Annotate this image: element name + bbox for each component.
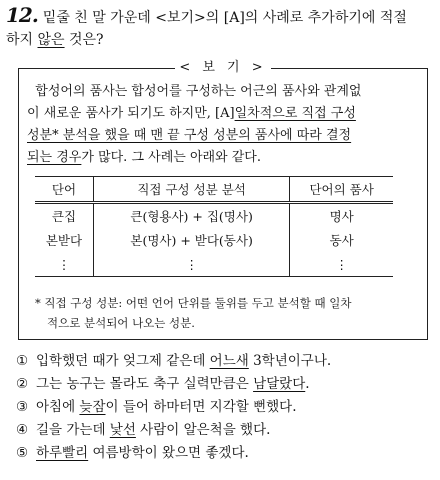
option-number: ② [16,376,29,392]
option-number: ④ [16,422,29,438]
table-row [35,228,393,252]
example-table [35,176,393,277]
bogi-underline-b: 성분* 분석을 했을 때 맨 끝 구성 성분의 품사에 따라 결정 [27,128,352,143]
table-cell: ⋮ [35,252,93,277]
question-number: 12. [6,3,38,27]
option-target-word: 남달랐다 [253,376,306,392]
option-target-word: 낯선 [109,422,136,438]
option-target-word: 하루빨리 [36,445,89,461]
table-header-pos: 단어의 품사 [290,177,393,203]
option-4[interactable]: ④ 길을 가는데 낯선 사람이 알은척을 했다. [16,419,426,442]
table-row [35,252,393,277]
question-line-1 [6,4,434,29]
bogi-underline-a: 일차적으로 직접 구성 [234,106,356,121]
question-line-2 [6,29,434,51]
bogi-paragraph [27,81,421,169]
table-header-row [35,177,393,203]
table-cell: 큰(형용사) + 집(명사) [93,203,289,229]
table-header-analysis: 직접 구성 성분 분석 [93,177,289,203]
option-2[interactable]: ② 그는 농구는 몰라도 축구 실력만큼은 남달랐다. [16,373,426,396]
footnote-line-1: * 직접 구성 성분: 어떤 언어 단위를 둘위를 두고 분석할 때 일차 [35,296,352,310]
question-text-2a: 하지 [6,32,38,48]
table-cell: 동사 [329,233,354,248]
question-text-2b: 것은? [64,32,104,48]
table-row [35,203,393,229]
bogi-line-2: 이 새로운 품사가 되기도 하지만, [A]일차적으로 직접 구성 [27,106,356,121]
bogi-line-3 [27,125,421,147]
table-cell: 큰집 [35,203,93,229]
footnote [35,293,415,333]
bogi-box [18,60,428,340]
bogi-line-1: 합성어의 품사는 합성어를 구성하는 어근의 품사와 관계없 [35,84,362,99]
bogi-line-4: 되는 경우가 많다. 그 사례는 아래와 같다. [27,150,261,165]
table-cell: ⋮ [290,252,393,277]
option-number: ③ [16,399,29,415]
option-target-word: 늦잠 [79,399,106,415]
table-cell: 본(명사) + 받다(동사) [93,228,289,252]
table-cell: 명사 [329,209,354,224]
bogi-title: < 보 기 > [19,59,427,77]
bogi-underline-c: 되는 경우 [27,150,82,165]
question-stem [6,4,434,51]
option-1[interactable]: ① 입학했던 때가 엊그제 같은데 어느새 3학년이구나. [16,350,426,373]
option-3[interactable]: ③ 아침에 늦잠이 들어 하마터면 지각할 뻔했다. [16,396,426,419]
table-cell: ⋮ [93,252,289,277]
table-header-word: 단어 [35,177,93,203]
question-text-1: 밑줄 친 말 가운데 <보기>의 [A]의 사례로 추가하기에 적절 [42,10,407,26]
option-number: ⑤ [16,445,29,461]
table-cell: 본받다 [35,228,93,252]
question-emphasis: 않은 [37,32,65,48]
option-number: ① [16,353,29,369]
footnote-line-2: 적으로 분석되어 나오는 성분. [47,316,195,330]
option-target-word: 어느새 [209,353,249,369]
answer-options [16,350,426,465]
option-5[interactable]: ⑤ 하루빨리 여름방학이 왔으면 좋겠다. [16,442,426,465]
